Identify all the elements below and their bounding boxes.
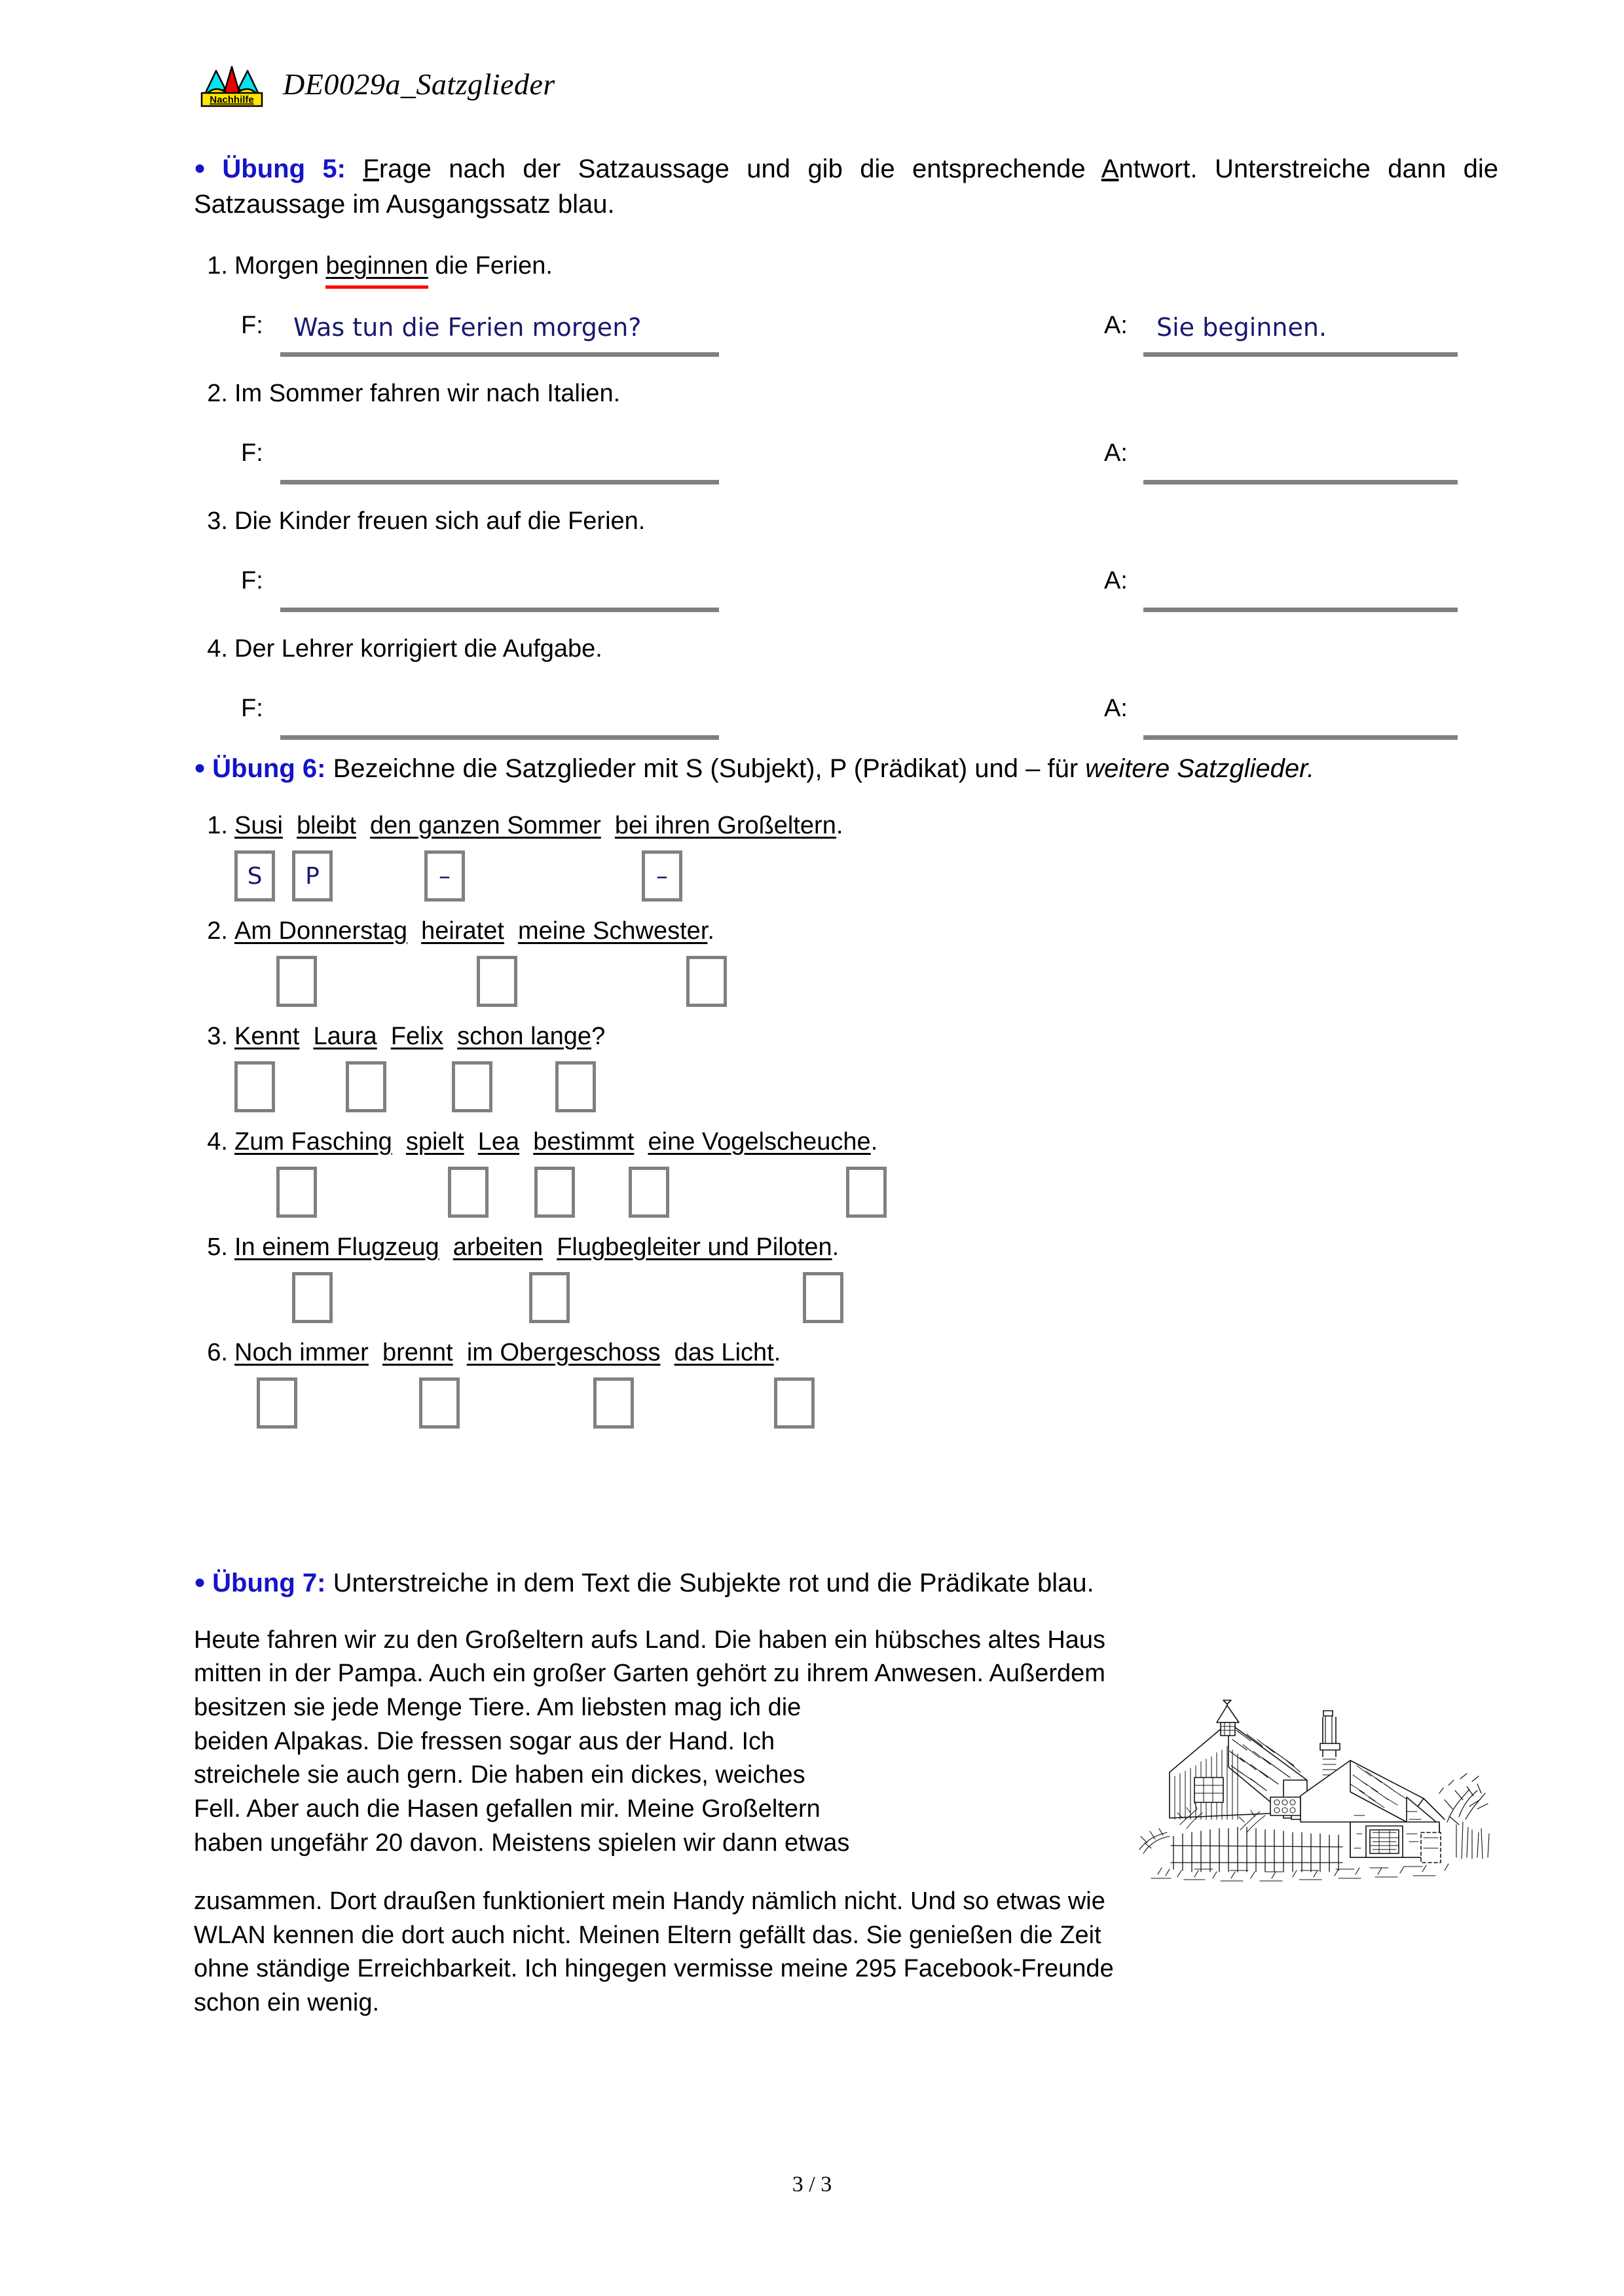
satzglied-phrase: Kennt <box>234 1022 300 1050</box>
satzglied-tail: . <box>832 1233 840 1261</box>
exercise-6-item <box>194 917 1498 945</box>
antwort-answer-text: Sie beginnen. <box>1156 313 1327 342</box>
frage-answer-line[interactable] <box>280 735 719 740</box>
satzglied-box[interactable] <box>593 1377 634 1429</box>
satzglied-tail: . <box>707 917 714 945</box>
exercise-7-text-line: Heute fahren wir zu den Großeltern aufs Land. Die haben ein hübsches altes Haus <box>194 1626 1106 1654</box>
satzglied-phrase: schon lange <box>457 1022 592 1050</box>
exercise-5-heading <box>194 152 1498 222</box>
exercise-6-box-row <box>194 956 1498 1012</box>
satzglied-box[interactable] <box>529 1272 570 1323</box>
exercise-5-instr-p1: F <box>363 155 379 183</box>
antwort-answer-line[interactable] <box>1143 352 1458 357</box>
old-cottage-illustration <box>1132 1694 1498 1884</box>
antwort-label: A: <box>1104 567 1128 595</box>
satzglied-phrase: arbeiten <box>452 1233 544 1261</box>
exercise-7-text-line: besitzen sie jede Menge Tiere. Am liebsten mag ich die <box>194 1693 802 1721</box>
document-title: DE0029a_Satzglieder <box>283 67 555 101</box>
satzglied-phrase: Laura <box>313 1022 377 1050</box>
satzglied-phrase: meine Schwester <box>518 917 708 945</box>
svg-text:Nachhilfe: Nachhilfe <box>210 94 254 105</box>
exercise-5-instr-p4: ntwort. Unterstreiche dann die Satzaussage im Ausgangssatz blau. <box>194 155 1498 219</box>
exercise-5-answer-row <box>194 435 1498 498</box>
satzglied-phrase: das Licht <box>674 1338 774 1366</box>
satzglied-tail: . <box>836 811 843 839</box>
item-number: 4. <box>207 1127 228 1156</box>
exercise-7-text-line: streichele sie auch gern. Die haben ein dickes, weiches <box>194 1761 805 1789</box>
item-number: 2. <box>207 380 228 408</box>
satzglied-phrase: In einem Flugzeug <box>234 1233 439 1261</box>
antwort-label: A: <box>1104 695 1128 723</box>
exercise-5-item <box>194 252 1498 280</box>
satzglied-box[interactable]: – <box>424 850 465 902</box>
exercise-7-text-line: zusammen. Dort draußen funktioniert mein Handy nämlich nicht. Und so etwas wie <box>194 1887 1105 1915</box>
satzglied-phrase: bei ihren Großeltern <box>614 811 836 839</box>
satzglied-box[interactable] <box>346 1061 386 1112</box>
exercise-6-section <box>194 752 1498 1434</box>
satzglied-phrase: Susi <box>234 811 283 839</box>
antwort-answer-line[interactable] <box>1143 735 1458 740</box>
item-text-pre: Morgen <box>234 252 326 280</box>
satzglied-box[interactable] <box>257 1377 297 1429</box>
exercise-7-text-line: mitten in der Pampa. Auch ein großer Garten gehört zu ihrem Anwesen. Außerdem <box>194 1660 1105 1688</box>
satzglied-box[interactable]: S <box>234 850 275 902</box>
satzglied-box[interactable] <box>555 1061 596 1112</box>
satzglied-phrase: eine Vogelscheuche <box>648 1127 871 1156</box>
exercise-6-item <box>194 812 1498 840</box>
satzglied-phrase: brennt <box>382 1338 453 1366</box>
satzglied-phrase: Zum Fasching <box>234 1127 392 1156</box>
exercise-5-item <box>194 507 1498 536</box>
satzglied-box[interactable] <box>234 1061 275 1112</box>
satzglied-tail: . <box>870 1127 878 1156</box>
satzglied-box[interactable] <box>846 1167 887 1218</box>
exercise-6-instr-plain: Bezeichne die Satzglieder mit S (Subjekt), P (Prädikat) und – für <box>333 754 1086 783</box>
satzglied-phrase: heiratet <box>421 917 504 945</box>
item-number: 3. <box>207 1022 228 1050</box>
frage-label: F: <box>241 312 263 340</box>
satzglied-box[interactable]: – <box>642 850 682 902</box>
item-text-pre: Der Lehrer korrigiert die Aufgabe. <box>234 635 602 663</box>
exercise-5-answer-row <box>194 308 1498 371</box>
bullet-icon: ● <box>194 157 216 179</box>
page-header <box>196 60 555 107</box>
satzglied-box[interactable] <box>419 1377 460 1429</box>
frage-answer-text: Was tun die Ferien morgen? <box>293 313 642 342</box>
item-number: 5. <box>207 1233 228 1261</box>
satzglied-box[interactable] <box>276 956 317 1007</box>
exercise-7-label: Übung 7: <box>212 1569 326 1597</box>
satzglied-tail: ? <box>591 1022 606 1050</box>
item-number: 3. <box>207 507 228 536</box>
exercise-5-instr-p2: rage nach der Satzaussage und gib die entsprechende <box>378 155 1101 183</box>
satzglied-phrase: Lea <box>477 1127 520 1156</box>
satzglied-phrase: Felix <box>390 1022 443 1050</box>
antwort-label: A: <box>1104 312 1128 340</box>
page-number: 3 / 3 <box>792 2172 832 2196</box>
exercise-7-wrap-zone <box>194 1691 1498 1885</box>
satzglied-box[interactable]: P <box>292 850 333 902</box>
frage-answer-line[interactable] <box>280 608 719 612</box>
exercise-7-heading <box>194 1566 1498 1601</box>
antwort-answer-line[interactable] <box>1143 480 1458 484</box>
exercise-6-box-row <box>194 1061 1498 1118</box>
exercise-6-label: Übung 6: <box>212 754 326 783</box>
item-number: 1. <box>207 811 228 839</box>
exercise-6-item <box>194 1233 1498 1262</box>
satzglied-phrase: Noch immer <box>234 1338 369 1366</box>
satzglied-phrase: Am Donnerstag <box>234 917 408 945</box>
satzglied-box[interactable] <box>774 1377 815 1429</box>
satzglied-box[interactable] <box>292 1272 333 1323</box>
bullet-icon: ● <box>194 757 206 779</box>
item-number: 4. <box>207 635 228 663</box>
satzglied-phrase: Flugbegleiter und Piloten <box>557 1233 832 1261</box>
satzglied-box[interactable] <box>452 1061 492 1112</box>
exercise-5-answer-row <box>194 563 1498 626</box>
frage-label: F: <box>241 439 263 467</box>
satzglied-box[interactable] <box>276 1167 317 1218</box>
exercise-5-label: Übung 5: <box>222 155 346 183</box>
item-text-pre: Im Sommer fahren wir nach Italien. <box>234 380 621 408</box>
exercise-5-item <box>194 635 1498 663</box>
item-text-pre: Die Kinder freuen sich auf die Ferien. <box>234 507 646 536</box>
frage-answer-line[interactable] <box>280 352 719 357</box>
item-number: 6. <box>207 1338 228 1366</box>
satzglied-phrase: den ganzen Sommer <box>370 811 601 839</box>
satzglied-phrase: im Obergeschoss <box>466 1338 661 1366</box>
satzglied-box[interactable] <box>803 1272 843 1323</box>
exercise-5-answer-row <box>194 691 1498 754</box>
page-footer <box>0 2172 1624 2197</box>
frage-answer-line[interactable] <box>280 480 719 484</box>
exercise-5-instr-p3: A <box>1101 155 1119 183</box>
exercise-7-text-line: WLAN kennen die dort auch nicht. Meinen Eltern gefällt das. Sie genießen die Zeit <box>194 1921 1101 1949</box>
satzglied-box[interactable] <box>534 1167 575 1218</box>
item-number: 1. <box>207 252 228 280</box>
exercise-5-item <box>194 380 1498 408</box>
antwort-answer-line[interactable] <box>1143 608 1458 612</box>
item-text-post: die Ferien. <box>428 252 553 280</box>
exercise-5-section <box>194 152 1498 754</box>
exercise-7-text-line: ohne ständige Erreichbarkeit. Ich hingegen vermisse meine 295 Facebook-Freunde <box>194 1955 1114 1983</box>
exercise-6-heading <box>194 752 1498 787</box>
exercise-6-instr-italic: weitere Satzglieder <box>1085 754 1307 783</box>
satzglied-phrase: spielt <box>405 1127 464 1156</box>
item-number: 2. <box>207 917 228 945</box>
exercise-6-item <box>194 1128 1498 1156</box>
exercise-6-box-row <box>194 1272 1498 1328</box>
satzglied-box[interactable] <box>686 956 727 1007</box>
exercise-6-box-row <box>194 850 1498 907</box>
exercise-7-instruction: Unterstreiche in dem Text die Subjekte rot und die Prädikate blau. <box>333 1569 1094 1597</box>
frage-label: F: <box>241 695 263 723</box>
satzglied-phrase: bleibt <box>297 811 356 839</box>
bullet-icon: ● <box>194 1571 206 1594</box>
item-marked-word: beginnen <box>325 252 428 280</box>
satzglied-box[interactable] <box>477 956 517 1007</box>
satzglied-phrase: bestimmt <box>533 1127 635 1156</box>
exercise-6-box-row <box>194 1167 1498 1223</box>
frage-label: F: <box>241 567 263 595</box>
exercise-6-item <box>194 1339 1498 1367</box>
exercise-7-text-line: schon ein wenig. <box>194 1988 380 2016</box>
exercise-7-section <box>194 1566 1498 2020</box>
exercise-6-item <box>194 1023 1498 1051</box>
exercise-7-text-line: beiden Alpakas. Die fressen sogar aus der Hand. Ich <box>194 1727 775 1755</box>
satzglied-box[interactable] <box>448 1167 489 1218</box>
exercise-7-text-line: Fell. Aber auch die Hasen gefallen mir. Meine Großeltern <box>194 1795 821 1823</box>
satzglied-box[interactable] <box>629 1167 669 1218</box>
exercise-6-instr-end: . <box>1306 754 1315 783</box>
exercise-6-box-row <box>194 1377 1498 1434</box>
exercise-7-text-line: haben ungefähr 20 davon. Meistens spielen wir dann etwas <box>194 1829 850 1857</box>
nachhilfe-logo-icon <box>196 60 267 107</box>
antwort-label: A: <box>1104 439 1128 467</box>
satzglied-tail: . <box>773 1338 781 1366</box>
